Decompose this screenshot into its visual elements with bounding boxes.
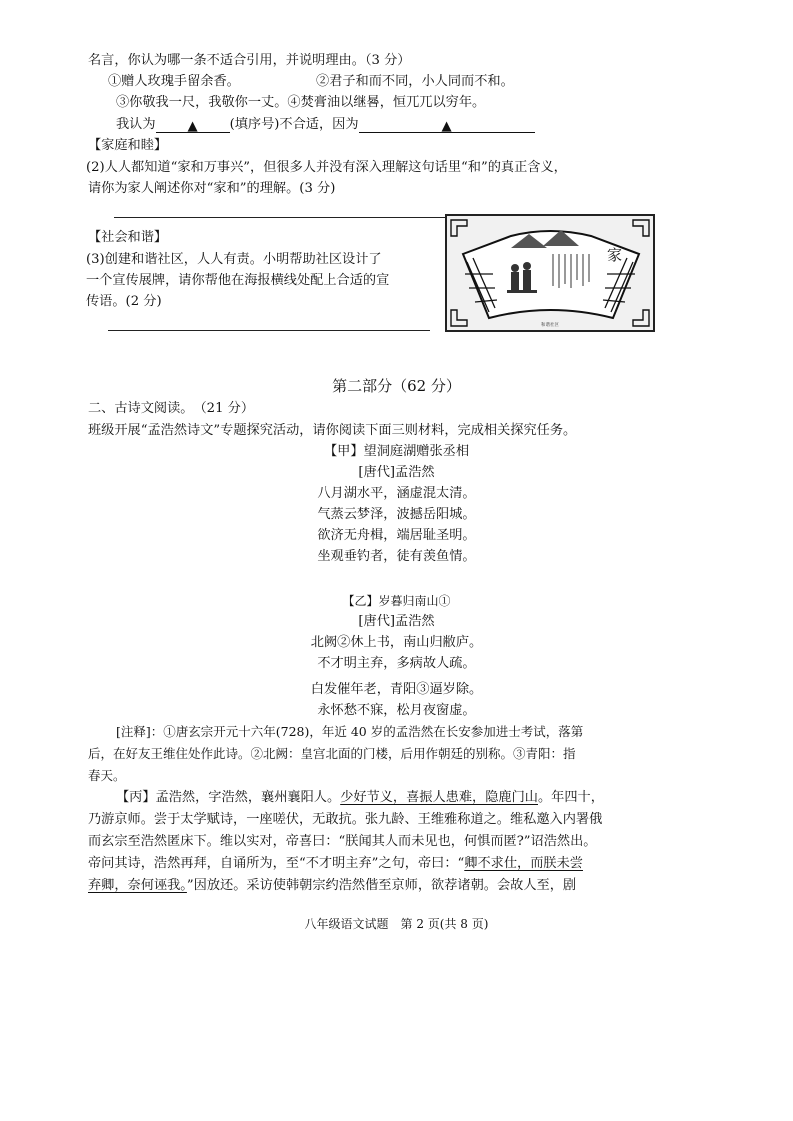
poem-b-author: [唐代]孟浩然 (358, 614, 435, 629)
society-q3-line3: 传语。(2 分) (86, 294, 162, 309)
prose-c-line-5 (88, 877, 576, 895)
society-q3-line2: 一个宣传展牌，请你帮他在海报横线处配上合适的宣 (86, 273, 390, 288)
part2-section: 二、古诗文阅读。 （21 分） (88, 401, 255, 416)
q1-blank-number[interactable] (156, 118, 230, 133)
prose-c-line-2: 乃游京师。尝于太学赋诗，一座嗟伏，无敢抗。张九龄、王维雅称道之。维私邀入内署俄 (88, 812, 603, 827)
family-heading: 【家庭和睦】 (88, 138, 168, 153)
prose-c-underlined-1: 少好节义，喜振人患难，隐鹿门山 (340, 790, 538, 805)
q1-answer-prefix: 我认为 (116, 117, 156, 132)
poem-b-line-4: 永怀愁不寐，松月夜窗虚。 (317, 703, 476, 718)
poem-b-line-1: 北阙②休上书，南山归敝庐。 (310, 635, 483, 650)
prose-c-line-5-end: ”因放还。采访使韩朝宗约浩然偕至京师，欲荐诸朝。会故人至，剧 (186, 878, 577, 893)
society-heading: 【社会和谐】 (88, 230, 168, 245)
poster-character: 家 (607, 246, 623, 264)
q1-option-2: ②君子和而不同，小人同而不和。 (316, 74, 514, 89)
prose-c-line-4-start: 帝问其诗，浩然再拜，自诵所为，至“不才明主弃”之句，帝曰：“ (88, 856, 465, 871)
society-q3-line1: (3)创建和谐社区，人人有责。小明帮助社区设计了 (86, 252, 382, 267)
triangle-icon: ▲ (187, 119, 198, 134)
q1-option-3-4: ③你敬我一尺，我敬你一丈。④焚膏油以继晷，恒兀兀以穷年。 (116, 95, 486, 110)
prose-c-underlined-2a: 卿不求仕，而朕未尝 (464, 856, 583, 871)
poster-caption: 和谐社区 (541, 323, 559, 328)
society-answer-line[interactable] (108, 330, 430, 331)
family-q2-line1: (2)人人都知道“家和万事兴”，但很多人并没有深入理解这句话里“和”的真正含义， (86, 160, 567, 175)
poem-a-author: [唐代]孟浩然 (358, 465, 435, 480)
part2-intro: 班级开展“孟浩然诗文”专题探究活动，请你阅读下面三则材料，完成相关探究任务。 (88, 423, 577, 438)
notes-line-2: 后，在好友王维住处作此诗。②北阙：皇宫北面的门楼，后用作朝廷的别称。③青阳：指 (88, 746, 576, 761)
poem-a-title: 【甲】望洞庭湖赠张丞相 (323, 444, 470, 459)
family-q2-line2: 请你为家人阐述你对“家和”的理解。(3 分) (88, 181, 336, 196)
triangle-icon: ▲ (441, 119, 452, 134)
poem-a-line-3: 欲济无舟楫，端居耻圣明。 (317, 528, 476, 543)
poem-b-line-3: 白发催年老，青阳③逼岁除。 (310, 682, 483, 697)
poem-a-line-4: 坐观垂钓者，徒有羡鱼情。 (317, 549, 476, 564)
q1-option-1: ①赠人玫瑰手留余香。 (108, 74, 240, 89)
community-poster-image (445, 214, 655, 332)
q1-lead: 名言，你认为哪一条不适合引用，并说明理由。（3 分） (88, 53, 411, 68)
q1-blank-reason[interactable] (359, 118, 535, 133)
page-footer: 八年级语文试题 第 2 页(共 8 页) (304, 917, 489, 931)
poem-b-line-2: 不才明主弃，多病故人疏。 (317, 656, 476, 671)
poem-a-line-2: 气蒸云梦泽，波撼岳阳城。 (317, 507, 476, 522)
notes-line-1: [注释]：①唐玄宗开元十六年(728)，年近 40 岁的孟浩然在长安参加进士考试，落第 (116, 724, 584, 739)
prose-c-line-4 (88, 855, 583, 873)
q1-answer-line (116, 116, 535, 134)
prose-c-line-1 (116, 789, 604, 807)
prose-c-line-3: 而玄宗至浩然匿床下。维以实对，帝喜曰：“朕闻其人而未见也，何惧而匿?”诏浩然出。 (88, 834, 597, 849)
q1-answer-mid: (填序号)不合适，因为 (229, 117, 359, 132)
poem-a-line-1: 八月湖水平，涵虚混太清。 (317, 486, 476, 501)
prose-c-line-1-end: 。年四十， (538, 790, 604, 805)
notes-line-3: 春天。 (88, 768, 126, 783)
prose-c-line-1-start: 【丙】孟浩然，字浩然，襄州襄阳人。 (116, 790, 341, 805)
part2-title: 第二部分（62 分） (332, 377, 461, 395)
prose-c-underlined-2b: 弃卿，奈何诬我。 (88, 878, 187, 893)
poem-b-title: 【乙】岁暮归南山① (342, 594, 451, 608)
